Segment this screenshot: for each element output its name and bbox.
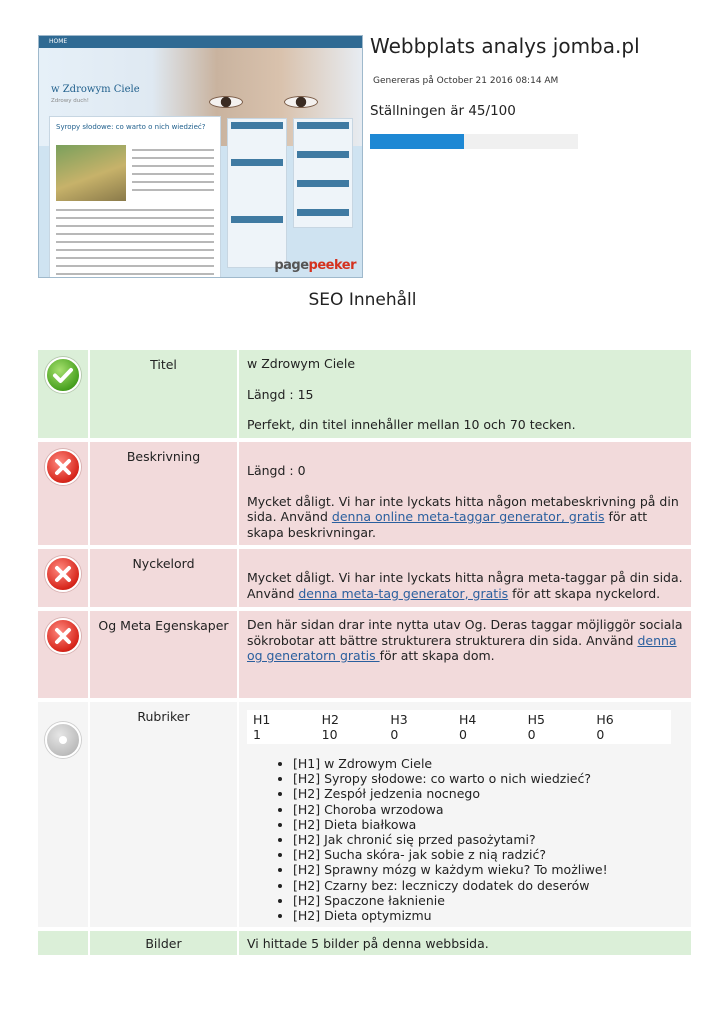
headings-count-table bbox=[247, 710, 671, 744]
x-circle-icon bbox=[45, 449, 81, 485]
thumbnail-text-line bbox=[56, 273, 214, 275]
pagepeeker-logo-prefix: page bbox=[274, 258, 309, 273]
thumbnail-text-line bbox=[132, 189, 214, 191]
row-description bbox=[38, 442, 691, 545]
heading-column-h1: H1 bbox=[253, 712, 271, 727]
heading-column-h4: H4 bbox=[458, 712, 477, 727]
thumbnail-text-line bbox=[132, 181, 214, 183]
thumbnail-text-line bbox=[132, 149, 214, 151]
heading-count-h3: 0 bbox=[390, 727, 399, 742]
thumbnail-post-title: Syropy słodowe: co warto o nich wiedzieć? bbox=[56, 123, 206, 131]
list-item: • [H2] Jak chronić się przed pasożytami? bbox=[293, 832, 683, 847]
heading-column-h6: H6 bbox=[596, 712, 614, 727]
heading-count-h2: 10 bbox=[321, 727, 338, 742]
heading-count-h4: 0 bbox=[458, 727, 467, 742]
row-og-meta-content bbox=[239, 611, 691, 698]
row-images bbox=[38, 931, 691, 955]
row-og-meta-label: Og Meta Egenskaper bbox=[90, 611, 237, 698]
check-circle-icon bbox=[45, 357, 81, 393]
thumbnail-text-line bbox=[132, 173, 214, 175]
images-message: Vi hittade 5 bilder på denna webbsida. bbox=[247, 936, 489, 951]
thumbnail-text-line bbox=[132, 157, 214, 159]
section-title: SEO Innehåll bbox=[308, 290, 417, 310]
pagepeeker-logo-suffix: peeker bbox=[308, 258, 356, 273]
thumbnail-text-line bbox=[56, 265, 214, 267]
og-message-end: för att skapa dom. bbox=[379, 648, 495, 663]
list-item: • [H2] Spaczone łaknienie bbox=[293, 893, 683, 908]
thumbnail-tagline: Zdrowy duch! bbox=[51, 98, 89, 104]
thumbnail-text-line bbox=[56, 209, 214, 211]
thumbnail-main-column bbox=[49, 116, 221, 278]
row-description-label: Beskrivning bbox=[90, 442, 237, 545]
thumbnail-text-line bbox=[56, 249, 214, 251]
heading-column-h2: H2 bbox=[321, 712, 340, 727]
row-keywords bbox=[38, 549, 691, 607]
pagepeeker-logo bbox=[274, 258, 356, 273]
keywords-message-text: Mycket dåligt. Vi har inte lyckats hitta några meta-taggar på din sida. Använd bbox=[247, 570, 683, 601]
score-progress-fill bbox=[370, 134, 464, 149]
heading-count-h1: 1 bbox=[253, 727, 261, 742]
list-item: • [H2] Zespół jedzenia nocnego bbox=[293, 786, 683, 801]
thumbnail-eye-right bbox=[284, 96, 318, 108]
row-headings-label: Rubriker bbox=[90, 702, 237, 927]
list-item: • [H2] Sucha skóra- jak sobie z nią radzić? bbox=[293, 847, 683, 862]
score-text: Ställningen är 45/100 bbox=[370, 103, 516, 119]
generated-timestamp: Genereras på October 21 2016 08:14 AM bbox=[373, 76, 559, 86]
title-message: Perfekt, din titel innehåller mellan 10 och 70 tecken. bbox=[247, 417, 576, 432]
description-message-text: Mycket dåligt. Vi har inte lyckats hitta någon metabeskrivning på din sida. Använd bbox=[247, 493, 679, 524]
keywords-message-end: för att skapa nyckelord. bbox=[508, 585, 661, 601]
thumbnail-site-name: w Zdrowym Ciele bbox=[51, 84, 140, 95]
og-generator-link[interactable]: denna og generatorn gratis bbox=[247, 632, 677, 663]
heading-column-h3: H3 bbox=[390, 712, 408, 727]
title-length: Längd : 15 bbox=[247, 386, 314, 402]
thumbnail-sidebar-left bbox=[227, 118, 287, 268]
row-title-content bbox=[239, 350, 691, 438]
row-title bbox=[38, 350, 691, 438]
list-item: • [H2] Sprawny mózg w każdym wieku? To możliwe! bbox=[293, 862, 683, 877]
row-og-meta bbox=[38, 611, 691, 698]
site-title: Webbplats analys jomba.pl bbox=[370, 34, 640, 58]
row-keywords-label: Nyckelord bbox=[90, 549, 237, 607]
list-item: • [H2] Dieta optymizmu bbox=[293, 908, 683, 923]
description-length: Längd : 0 bbox=[247, 463, 306, 478]
thumbnail-text-line bbox=[56, 217, 214, 219]
x-circle-icon bbox=[45, 556, 81, 592]
row-title-label: Titel bbox=[90, 350, 237, 438]
row-headings bbox=[38, 702, 691, 927]
row-keywords-content bbox=[239, 549, 691, 607]
heading-count-h5: 0 bbox=[527, 727, 536, 742]
website-thumbnail bbox=[38, 35, 363, 278]
x-circle-icon bbox=[45, 618, 81, 654]
thumbnail-text-line bbox=[56, 225, 214, 227]
thumbnail-sidebar-right bbox=[293, 118, 353, 228]
row-images-content bbox=[239, 931, 691, 955]
meta-tag-generator-link[interactable]: denna meta-tag generator, gratis bbox=[298, 585, 509, 601]
list-item: • [H2] Czarny bez: leczniczy dodatek do deserów bbox=[293, 878, 683, 893]
row-description-content bbox=[239, 442, 691, 545]
thumbnail-text-line bbox=[132, 165, 214, 167]
list-item: • [H1] w Zdrowym Ciele bbox=[293, 756, 683, 771]
thumbnail-text-line bbox=[56, 233, 214, 235]
og-message bbox=[247, 617, 683, 664]
thumbnail-nav bbox=[39, 36, 362, 48]
row-headings-content bbox=[239, 702, 691, 927]
heading-column-h5: H5 bbox=[527, 712, 546, 727]
gray-circle-icon bbox=[45, 722, 81, 758]
list-item: • [H2] Syropy słodowe: co warto o nich wiedzieć? bbox=[293, 771, 683, 786]
headings-list bbox=[293, 756, 683, 923]
og-message-text: Den här sidan drar inte nytta utav Og. Deras taggar möjliggör sociala sökrobotar att bättre strukturera strukturera din sida. Använd bbox=[247, 617, 683, 648]
thumbnail-text-line bbox=[56, 257, 214, 259]
keywords-message bbox=[247, 570, 683, 601]
thumbnail-text-line bbox=[56, 241, 214, 243]
heading-count-h6: 0 bbox=[596, 727, 605, 742]
score-progress-bar bbox=[370, 134, 578, 149]
thumbnail-eye-left bbox=[209, 96, 243, 108]
list-item: • [H2] Choroba wrzodowa bbox=[293, 802, 683, 817]
description-message bbox=[247, 494, 683, 541]
description-message-end: för att skapa beskrivningar. bbox=[247, 509, 648, 540]
thumbnail-nav-label: HOME bbox=[49, 38, 68, 45]
list-item: • [H2] Dieta białkowa bbox=[293, 817, 683, 832]
row-images-label: Bilder bbox=[90, 931, 237, 955]
thumbnail-post-image bbox=[56, 145, 126, 201]
meta-generator-link[interactable]: denna online meta-taggar generator, gratis bbox=[331, 509, 605, 524]
title-value: w Zdrowym Ciele bbox=[247, 356, 356, 371]
